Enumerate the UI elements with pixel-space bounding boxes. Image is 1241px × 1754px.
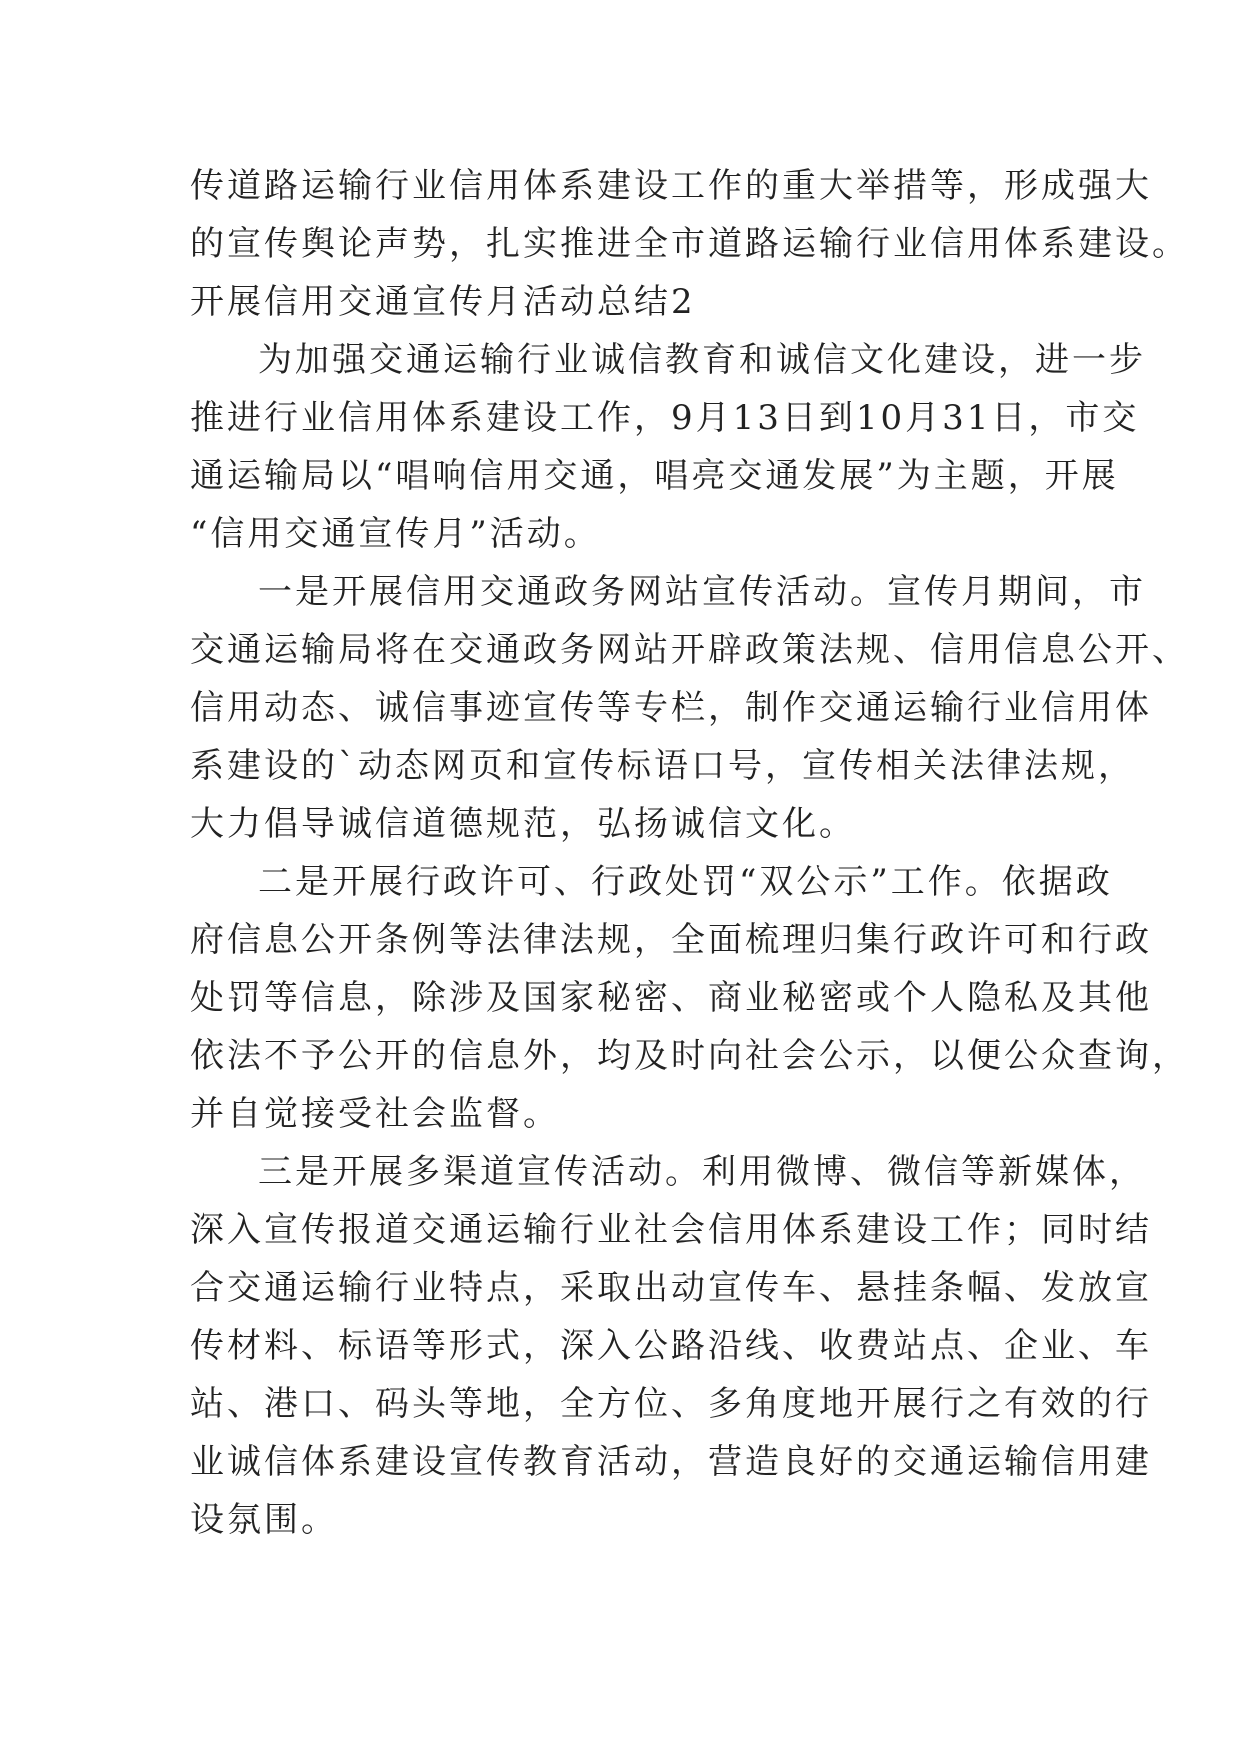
para2-line-2: 交通运输局将在交通政务网站开辟政策法规、信用信息公开、	[190, 630, 1189, 670]
para1-line-3: 通运输局以“唱响信用交通，唱亮交通发展”为主题，开展	[190, 456, 1119, 496]
para2-line-3: 信用动态、诚信事迹宣传等专栏，制作交通运输行业信用体	[190, 688, 1152, 728]
para4-line-7: 设氛围。	[190, 1500, 338, 1540]
para4-line-2: 深入宣传报道交通运输行业社会信用体系建设工作；同时结	[190, 1210, 1152, 1250]
para4-line-1: 三是开展多渠道宣传活动。利用微博、微信等新媒体，	[258, 1152, 1146, 1192]
para1-line-2: 推进行业信用体系建设工作，9月13日到10月31日，市交	[190, 398, 1140, 438]
para2-line-4: 系建设的`动态网页和宣传标语口号，宣传相关法律法规，	[190, 746, 1135, 786]
intro-line-1: 传道路运输行业信用体系建设工作的重大举措等，形成强大	[190, 166, 1152, 206]
intro-line-2: 的宣传舆论声势，扎实推进全市道路运输行业信用体系建设。	[190, 224, 1189, 264]
para4-line-3: 合交通运输行业特点，采取出动宣传车、悬挂条幅、发放宣	[190, 1268, 1152, 1308]
para3-line-1: 二是开展行政许可、行政处罚“双公示”工作。依据政	[258, 862, 1113, 902]
para3-line-2: 府信息公开条例等法律法规，全面梳理归集行政许可和行政	[190, 920, 1152, 960]
para4-line-6: 业诚信体系建设宣传教育活动，营造良好的交通运输信用建	[190, 1442, 1152, 1482]
para1-line-4: “信用交通宣传月”活动。	[190, 514, 601, 554]
para3-line-5: 并自觉接受社会监督。	[190, 1094, 560, 1134]
para2-line-1: 一是开展信用交通政务网站宣传活动。宣传月期间，市	[258, 572, 1146, 612]
para1-line-1: 为加强交通运输行业诚信教育和诚信文化建设，进一步	[258, 340, 1146, 380]
para2-line-5: 大力倡导诚信道德规范，弘扬诚信文化。	[190, 804, 856, 844]
para4-line-5: 站、港口、码头等地，全方位、多角度地开展行之有效的行	[190, 1384, 1152, 1424]
document-body	[190, 157, 1189, 1549]
section-title: 开展信用交通宣传月活动总结2	[190, 282, 696, 322]
para4-line-4: 传材料、标语等形式，深入公路沿线、收费站点、企业、车	[190, 1326, 1152, 1366]
para3-line-3: 处罚等信息，除涉及国家秘密、商业秘密或个人隐私及其他	[190, 978, 1152, 1018]
para3-line-4: 依法不予公开的信息外，均及时向社会公示，以便公众查询，	[190, 1036, 1189, 1076]
